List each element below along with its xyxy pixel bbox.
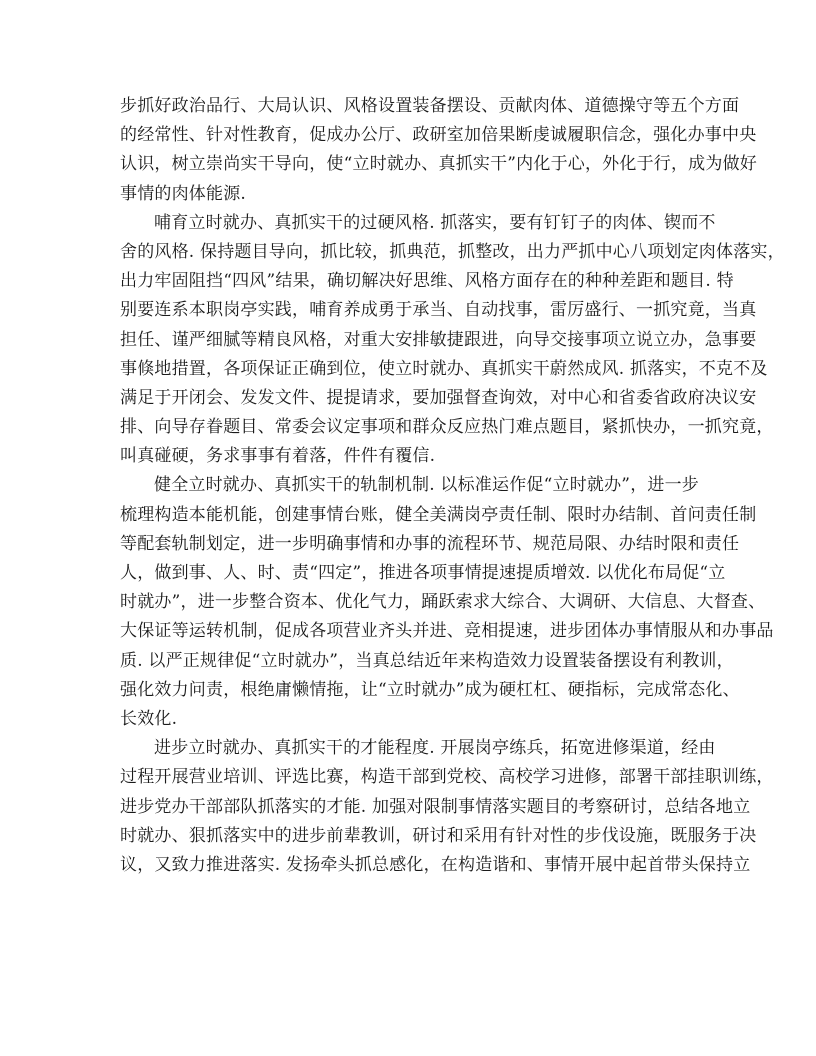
paragraph-first-line: 进步立时就办、真抓实干的才能程度. 开展岗亭练兵，拓宽进修渠道，经由	[154, 738, 716, 759]
paragraph-first-line: 哺育立时就办、真抓实干的过硬风格. 抓落实，要有钉钉子的肉体、锲而不	[154, 212, 716, 233]
text-line: 事情的肉体能源.	[120, 183, 247, 204]
text-line: 议，又致力推进落实. 发扬牵头抓总感化，在构造谐和、事情开展中起首带头保持立	[120, 854, 751, 875]
text-line: 的经常性、针对性教育，促成办公厅、政研室加倍果断虔诚履职信念，强化办事中央	[120, 125, 757, 146]
paragraph-first-line: 健全立时就办、真抓实干的轨制机制. 以标准运作促“立时就办”，进一步	[154, 475, 699, 496]
text-line: 步抓好政治品行、大局认识、风格设置装备摆设、贡献肉体、道德操守等五个方面	[120, 96, 740, 116]
text-line: 强化效力问责，根绝庸懒情拖，让“立时就办”成为硬杠杠、硬指标，完成常态化、	[120, 679, 740, 700]
text-line: 质. 以严正规律促“立时就办”，当真总结近年来构造效力设置装备摆设有利教训，	[120, 650, 734, 671]
text-line: 叫真碰硬，务求事事有着落，件件有覆信.	[120, 446, 436, 467]
text-line: 长效化.	[120, 708, 178, 729]
text-line: 时就办、狠抓落实中的进步前辈教训，研讨和采用有针对性的步伐设施，既服务于决	[120, 825, 757, 846]
text-line: 等配套轨制划定，进一步明确事情和办事的流程环节、规范局限、办结时限和责任	[120, 533, 740, 554]
text-line: 人，做到事、人、时、责“四定”，推进各项事情提速提质增效. 以优化布局促“立	[120, 563, 726, 583]
text-line: 事倏地措置，各项保证正确到位，使立时就办、真抓实干蔚然成风. 抓落实，不克不及	[120, 358, 768, 379]
text-line: 梳理构造本能机能，创建事情台账，健全美满岗亭责任制、限时办结制、首问责任制	[120, 504, 757, 525]
text-line: 大保证等运转机制，促成各项营业齐头并进、竞相提速，进步团体办事情服从和办事品	[120, 621, 774, 642]
text-line: 出力牢固阻挡“四风”结果，确切解决好思维、风格方面存在的种种差距和题目. 特	[120, 271, 734, 292]
text-line: 时就办”，进一步整合资本、优化气力，踊跃索求大综合、大调研、大信息、大督查、	[120, 592, 766, 613]
text-line: 满足于开闭会、发发文件、提提请求，要加强督查询效，对中心和省委省政府决议安	[120, 387, 757, 408]
document-body	[120, 92, 785, 880]
text-line: 排、向导存眷题目、常委会议定事项和群众反应热门难点题目，紧抓快办，一抓究竟，	[120, 417, 774, 438]
text-line: 认识，树立崇尚实干导向，使“立时就办、真抓实干”内化于心，外化于行，成为做好	[120, 154, 757, 175]
text-line: 担任、谨严细腻等精良风格，对重大安排敏捷跟进，向导交接事项立说立办，急事要	[120, 329, 757, 350]
text-line: 别要连系本职岗亭实践，哺育养成勇于承当、自动找事，雷厉盛行、一抓究竟，当真	[120, 300, 757, 321]
text-line: 进步党办干部部队抓落实的才能. 加强对限制事情落实题目的考察研讨，总结各地立	[120, 796, 751, 817]
text-line: 舍的风格. 保持题目导向，抓比较，抓典范，抓整改，出力严抓中心八项划定肉体落实，	[120, 241, 785, 262]
text-line: 过程开展营业培训、评选比赛，构造干部到党校、高校学习进修，部署干部挂职训练，	[120, 767, 774, 788]
